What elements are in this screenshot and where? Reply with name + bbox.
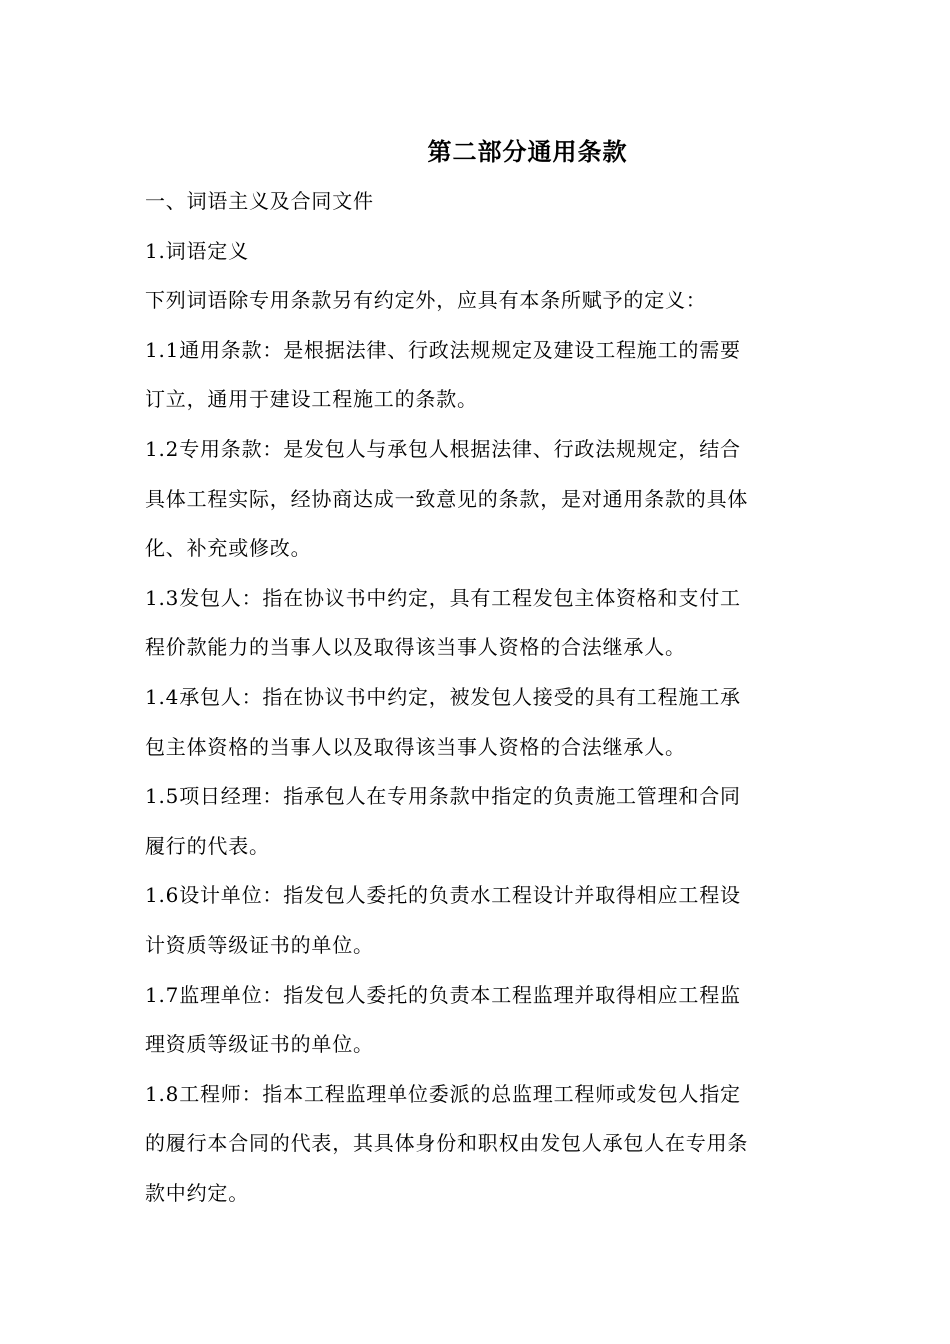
document-body xyxy=(145,177,805,1218)
paragraph-line: 1.4承包人：指在协议书中约定，被发包人接受的具有工程施工承 xyxy=(145,684,741,709)
paragraph-line: 1.8工程师：指本工程监理单位委派的总监理工程师或发包人指定 xyxy=(145,1081,741,1106)
page-title: 第二部分通用条款 xyxy=(427,138,628,166)
paragraph-line: 款中约定。 xyxy=(145,1180,249,1205)
paragraph-line: 履行的代表。 xyxy=(145,833,270,858)
paragraph-line: 1.2专用条款：是发包人与承包人根据法律、行政法规规定，结合 xyxy=(145,436,741,461)
paragraph-line: 1.5项日经理：指承包人在专用条款中指定的负责施工管理和合同 xyxy=(145,784,741,809)
paragraph-line: 1.6设计单位：指发包人委托的负责水工程设计并取得相应工程设 xyxy=(145,883,741,908)
paragraph-line: 程价款能力的当事人以及取得该当事人资格的合法继承人。 xyxy=(145,635,686,660)
paragraph-line: 理资质等级证书的单位。 xyxy=(145,1032,374,1057)
paragraph-line: 1.3发包人：指在协议书中约定，具有工程发包主体资格和支付工 xyxy=(145,585,741,610)
paragraph-line: 1.1通用条款：是根据法律、行政法规规定及建设工程施工的需要 xyxy=(145,337,741,362)
paragraph-line: 1.7监理单位：指发包人委托的负责本工程监理并取得相应工程监 xyxy=(145,982,741,1007)
paragraph-line: 具体工程实际，经协商达成一致意见的条款，是对通用条款的具体 xyxy=(145,486,749,511)
paragraph-line: 的履行本合同的代表，其具体身份和职权由发包人承包人在专用条 xyxy=(145,1131,749,1156)
section-heading: 一、词语主义及合同文件 xyxy=(145,189,374,213)
paragraph-line: 计资质等级证书的单位。 xyxy=(145,932,374,957)
paragraph-line: 包主体资格的当事人以及取得该当事人资格的合法继承人。 xyxy=(145,734,686,759)
subsection-heading: 1.词语定义 xyxy=(145,238,249,263)
paragraph-line: 下列词语除专用条款另有约定外，应具有本条所赋予的定义： xyxy=(145,288,707,313)
paragraph-line: 订立，通用于建设工程施工的条款。 xyxy=(145,387,478,412)
paragraph-line: 化、补充或修改。 xyxy=(145,536,312,561)
